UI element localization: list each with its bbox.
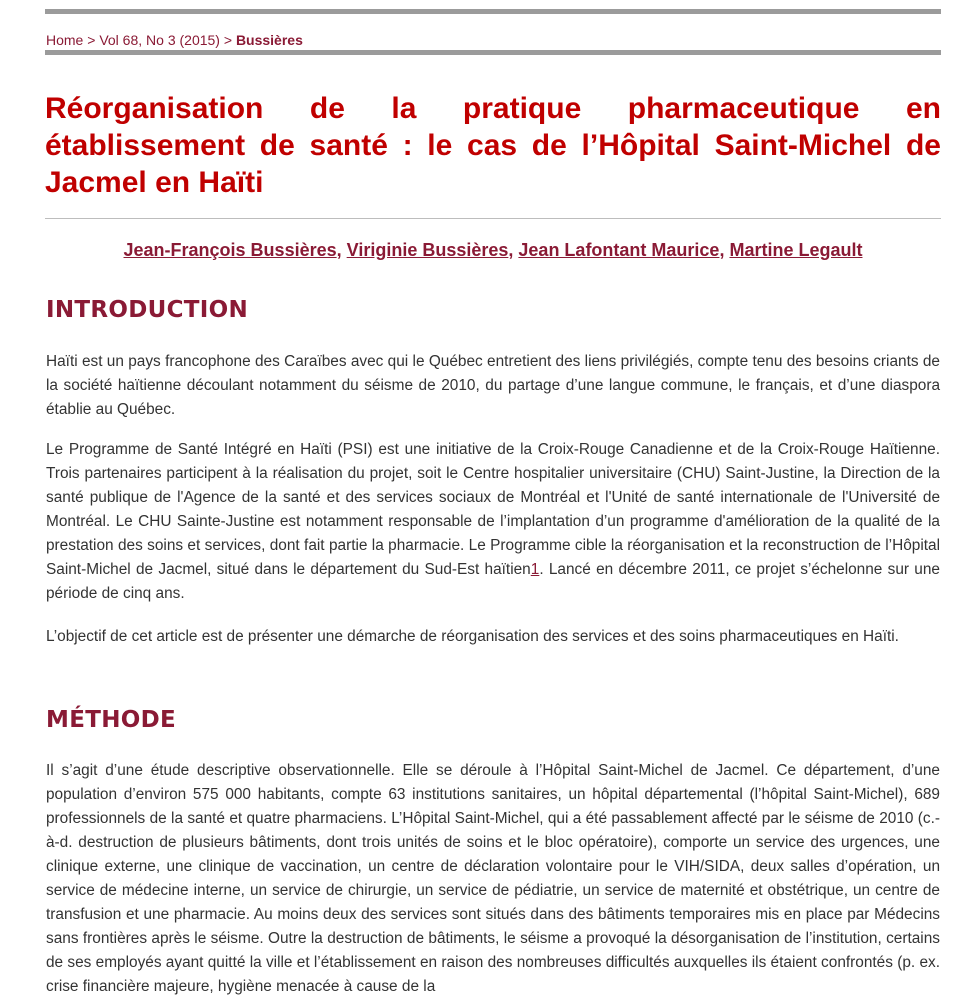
breadcrumb-separator: >: [219, 32, 236, 48]
author-link[interactable]: Jean-François Bussières: [123, 240, 337, 260]
methode-paragraph-1: Il s’agit d’une étude descriptive observationnelle. Elle se déroule à l’Hôpital Saint-Michel de Jacmel. Ce département, d’une population d’environ 575 000 habitants, compte 63 institutions sanitaires, un hôpital départemental (l’hôpital Saint-Michel), 689 professionnels de la santé et quatre pharmaciens. L’Hôpital Saint-Michel, qui a été passablement affecté par le séisme de 2010 (c.-à-d. destruction de plusieurs bâtiments, dont trois unités de soins et le bloc opératoire), comporte un service des urgences, une clinique externe, une clinique de vaccination, un centre de déclaration volontaire pour le VIH/SIDA, deux salles d’opération, un service de médecine interne, un service de chirurgie, un service de pédiatrie, un service de maternité et obstétrique, un centre de transfusion et une pharmacie. Au moins deux des services sont situés dans des bâtiments temporaires mis en place par Médecins sans frontières après le séisme. Outre la destruction de bâtiments, le séisme a provoqué la désorganisation de l’institution, certains de ses employés ayant quitté la ville et l’établissement en raison des nombreuses difficultés auxquelles ils étaient confrontés (p. ex. crise financière majeure, hygiène menacée à cause de la: [46, 762, 940, 995]
introduction-heading: INTRODUCTION: [46, 297, 249, 323]
breadcrumb-issue-link[interactable]: Vol 68, No 3 (2015): [99, 32, 220, 48]
methode-heading: MÉTHODE: [46, 707, 176, 733]
breadcrumb: [46, 32, 303, 48]
footnote-reference-link[interactable]: 1: [530, 561, 540, 578]
breadcrumb-separator: >: [83, 32, 100, 48]
article-title: Réorganisation de la pratique pharmaceutique en établissement de santé : le cas de l’Hôpital Saint-Michel de Jacmel en Haïti: [45, 92, 941, 199]
breadcrumb-current: Bussières: [235, 32, 303, 48]
breadcrumb-divider: [45, 50, 941, 55]
top-divider: [45, 9, 941, 14]
author-link[interactable]: Viriginie Bussières: [346, 240, 509, 260]
title-divider: [45, 218, 941, 219]
author-list: [45, 240, 941, 261]
author-separator: ,: [508, 240, 519, 260]
introduction-paragraph-1: Haïti est un pays francophone des Caraïbes avec qui le Québec entretient des liens privilégiés, compte tenu des besoins criants de la société haïtienne découlant notamment du séisme de 2010, du partage d’une langue commune, le français, et d’une diaspora établie au Québec.: [46, 353, 940, 418]
introduction-paragraph-3: L’objectif de cet article est de présenter une démarche de réorganisation des services et des soins pharmaceutiques en Haïti.: [46, 628, 899, 645]
author-link[interactable]: Martine Legault: [729, 240, 863, 260]
breadcrumb-home-link[interactable]: Home: [46, 32, 84, 48]
paragraph-text: Le Programme de Santé Intégré en Haïti (PSI) est une initiative de la Croix-Rouge Canadienne et de la Croix-Rouge Haïtienne. Trois partenaires participent à la réalisation du projet, soit le Centre hospitalier universitaire (CHU) Saint-Justine, la Direction de la santé publique de l'Agence de la santé et des services sociaux de Montréal et l'Unité de santé internationale de l'Université de Montréal. Le CHU Sainte-Justine est notamment responsable de l’implantation d’un programme d'amélioration de la qualité de la prestation des soins et services, dont fait partie la pharmacie. Le Programme cible la réorganisation et la reconstruction de l’Hôpital Saint-Michel de Jacmel, situé dans le département du Sud-Est haïtien: [46, 441, 940, 578]
author-link[interactable]: Jean Lafontant Maurice: [518, 240, 720, 260]
paragraph-text: . Lancé en décembre 2011, ce projet s’échelonne sur une période de cinq ans.: [46, 561, 940, 602]
author-separator: ,: [336, 240, 347, 260]
author-separator: ,: [719, 240, 730, 260]
introduction-paragraph-2: [46, 438, 940, 606]
